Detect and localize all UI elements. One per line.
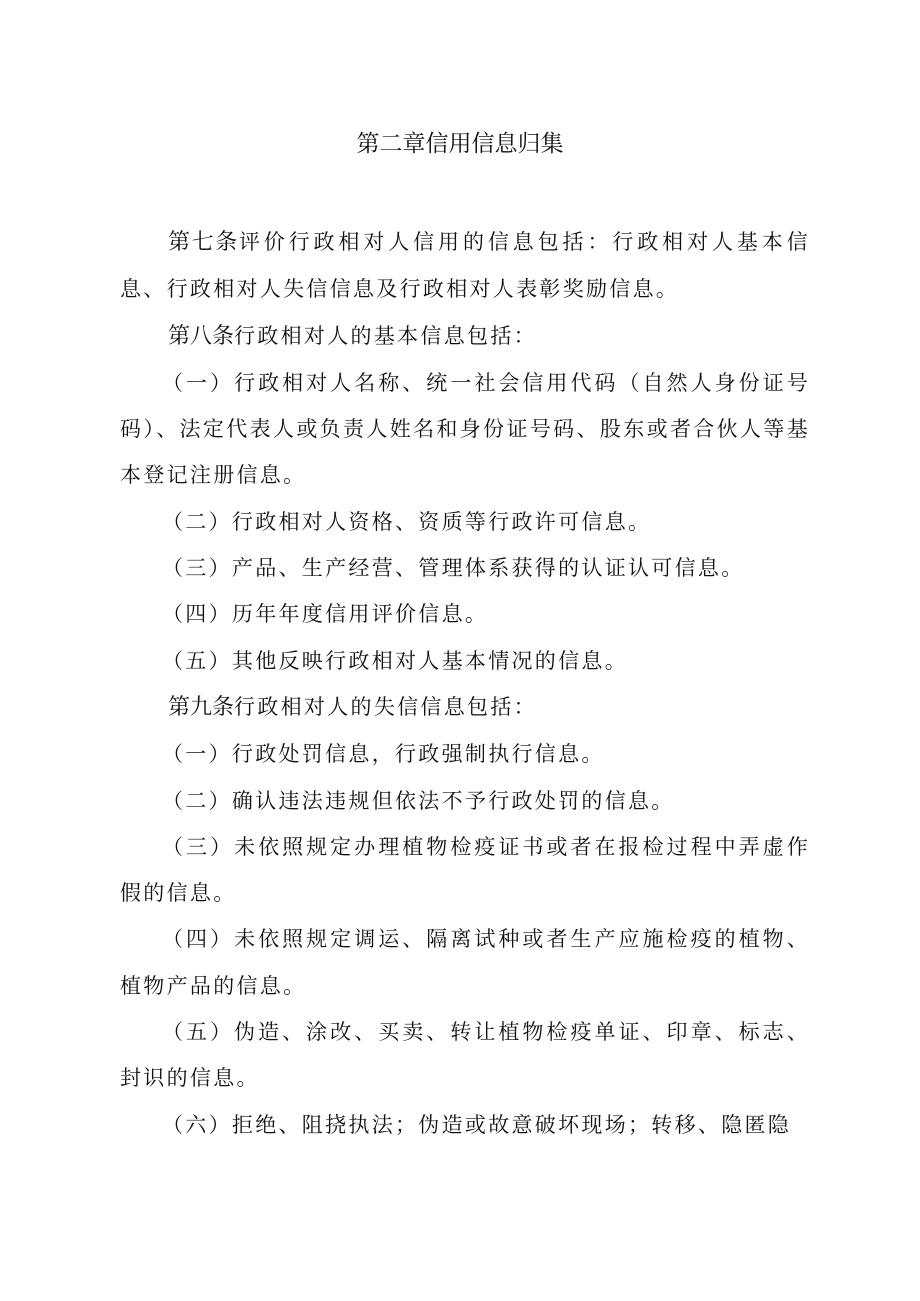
article-9-text: 行政相对人的失信信息包括： [234,694,537,719]
article-7 [120,219,810,313]
article-8-item-3: （三）产品、生产经营、管理体系获得的认证认可信息。 [162,556,745,581]
article-8 [120,313,810,360]
article-9-item-4: （四）未依照规定调运、隔离试种或者生产应施检疫的植物、植物产品的信息。 [120,927,810,998]
article-9-item-6: （六）拒绝、阻挠执法；伪造或故意破坏现场；转移、隐匿隐 [162,1112,792,1137]
article-8-item-5: （五）其他反映行政相对人基本情况的信息。 [162,648,628,673]
article-8-item-2: （二）行政相对人资格、资质等行政许可信息。 [162,509,652,534]
article-9-item-3: （三）未依照规定办理植物检疫证书或者在报检过程中弄虚作假的信息。 [120,834,810,906]
article-8-text: 行政相对人的基本信息包括： [234,323,537,348]
article-9-item-5: （五）伪造、涂改、买卖、转让植物检疫单证、印章、标志、封识的信息。 [120,1020,810,1091]
article-9-item-2: （二）确认违法违规但依法不予行政处罚的信息。 [162,788,675,813]
article-9-item-1: （一）行政处罚信息，行政强制执行信息。 [162,742,605,767]
article-7-text: 评价行政相对人信用的信息包括：行政相对人基本信息、行政相对人失信信息及行政相对人表彰奖励信息。 [120,230,810,302]
article-8-item-4: （四）历年年度信用评价信息。 [162,602,489,627]
article-7-label: 第七条 [168,230,239,255]
document-body [120,219,810,1148]
article-8-label: 第八条 [168,323,235,349]
article-9-label: 第九条 [168,694,235,720]
article-8-item-1: （一）行政相对人名称、统一社会信用代码（自然人身份证号码）、法定代表人或负责人姓名和身份证号码、股东或者合伙人等基本登记注册信息。 [120,370,810,488]
article-9 [120,684,810,731]
chapter-title: 第二章信用信息归集 [356,131,564,157]
